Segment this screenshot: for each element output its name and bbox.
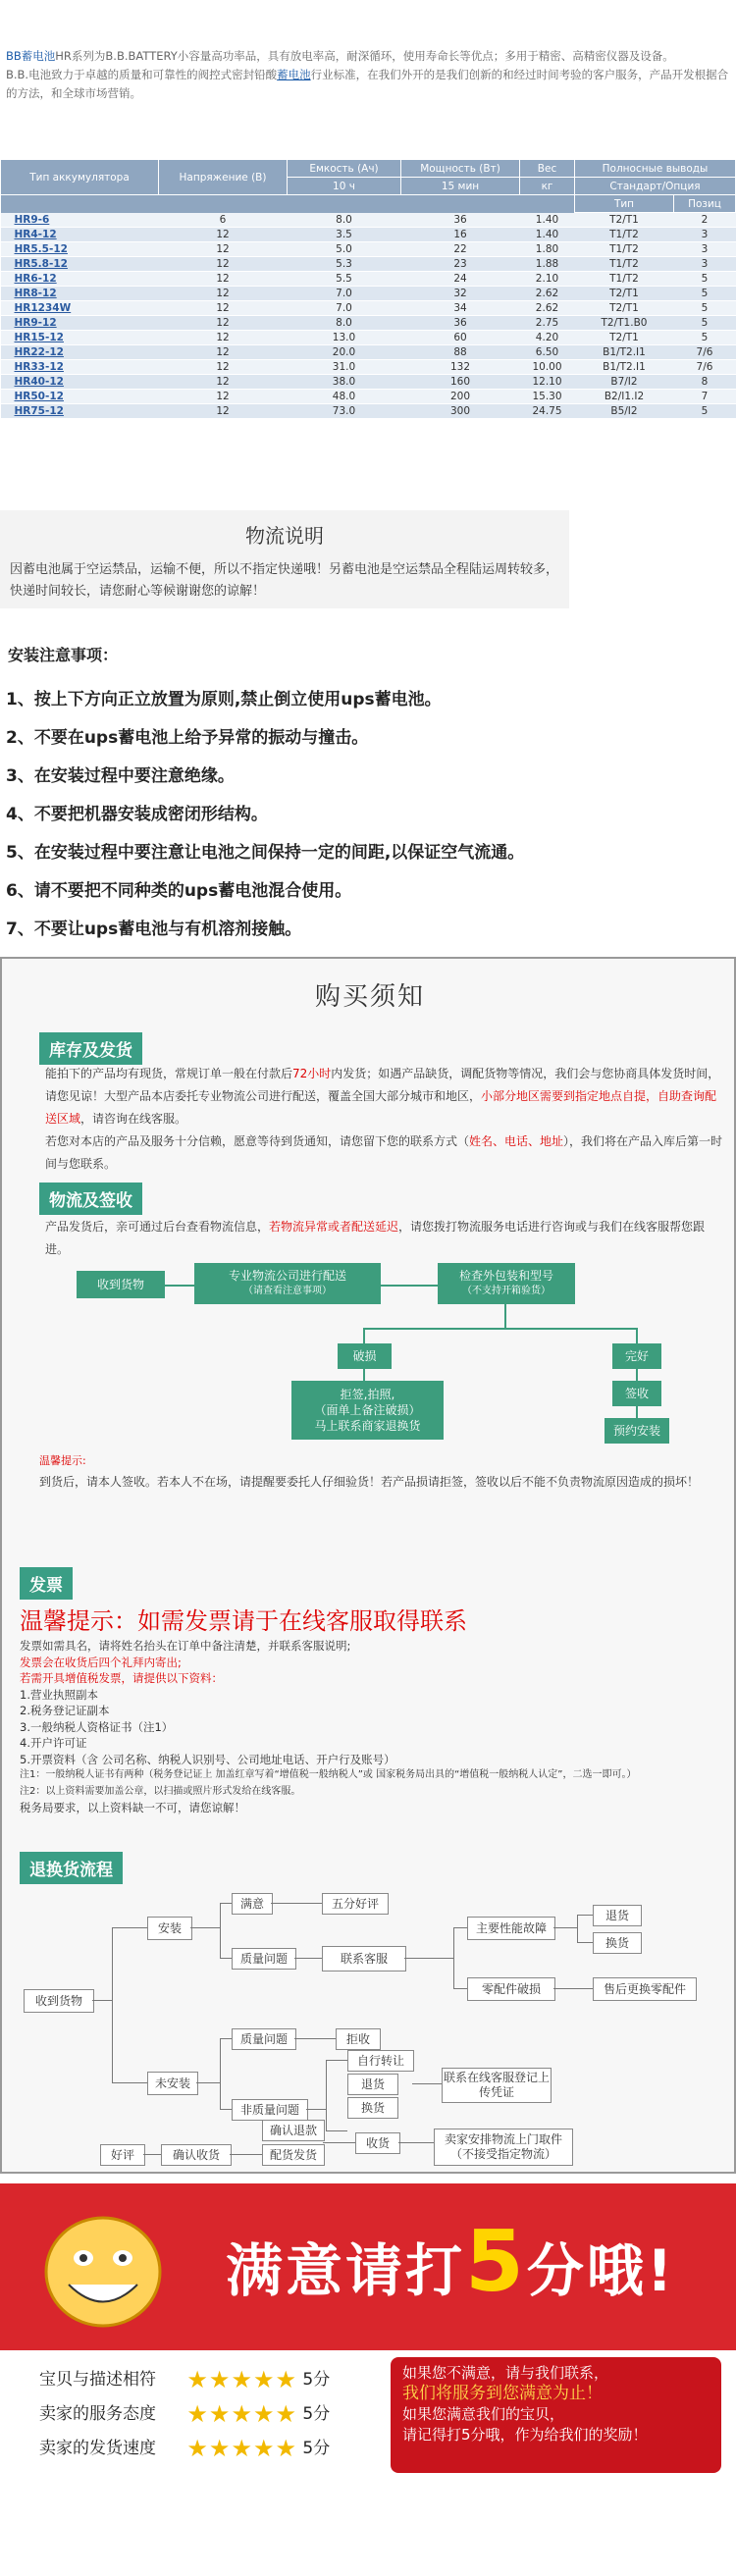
table-cell: 7/6: [674, 345, 736, 360]
table-cell: 12.10: [520, 375, 575, 390]
rate-row-description: [39, 2365, 330, 2393]
table-cell: T1/T2: [575, 228, 674, 242]
flow-arrow: [636, 1406, 638, 1418]
table-cell: 12: [159, 257, 288, 272]
th-model: Тип аккумулятора: [1, 160, 159, 195]
rate-score: 5分: [302, 2439, 331, 2458]
table-cell: 5: [674, 404, 736, 419]
rf-return: 退货: [593, 1905, 642, 1926]
model-link[interactable]: HR15-12: [1, 331, 159, 345]
th-pos: Позиц: [674, 195, 736, 213]
table-cell: 12: [159, 301, 288, 316]
install-item: 5、在安装过程中要注意让电池之间保持一定的间距,以保证空气流通。: [6, 843, 525, 863]
th-power-sub: 15 мин: [401, 178, 520, 195]
table-cell: 5: [674, 316, 736, 331]
th-weight: Вес: [520, 160, 575, 178]
table-row: [1, 316, 736, 331]
intro-line-2: [6, 66, 730, 103]
th-terminal-sub: [575, 178, 736, 195]
table-cell: 12: [159, 390, 288, 404]
rate-score: 5分: [302, 2370, 331, 2390]
th-weight-sub: кг: [520, 178, 575, 195]
invoice-headline: 温馨提示：如需发票请于在线客服取得联系: [20, 1607, 467, 1635]
flow-damaged: 破损: [338, 1343, 392, 1369]
card-line: 请记得打5分哦，作为给我们的奖励！: [402, 2426, 648, 2444]
table-cell: 12: [159, 360, 288, 375]
table-cell: 12: [159, 272, 288, 287]
rf-satisfied: 满意: [232, 1893, 273, 1915]
table-cell: T2/T1: [575, 301, 674, 316]
install-item: 7、不要让ups蓄电池与有机溶剂接触。: [6, 920, 302, 939]
table-cell: 3: [674, 242, 736, 257]
rating-card: [391, 2357, 721, 2473]
table-cell: 20.0: [288, 345, 401, 360]
table-cell: 6.50: [520, 345, 575, 360]
table-cell: 36: [401, 213, 520, 228]
model-link[interactable]: HR22-12: [1, 345, 159, 360]
rf-five-star: 五分好评: [322, 1893, 389, 1915]
rf-return-2: 退货: [347, 2074, 398, 2095]
model-link[interactable]: HR5.8-12: [1, 257, 159, 272]
table-cell: T2/T1: [575, 213, 674, 228]
rf-confirm-refund: 确认退款: [262, 2120, 325, 2141]
battery-link[interactable]: 蓄电池: [277, 68, 311, 81]
warm-label: 温馨提示:: [39, 1454, 86, 1467]
table-row: [1, 404, 736, 419]
rf-not-installed: 未安装: [147, 2072, 198, 2095]
table-cell: 34: [401, 301, 520, 316]
flow-reject: 拒签,拍照, （面单上备注破损） 马上联系商家退换货: [291, 1381, 444, 1440]
table-cell: 2: [674, 213, 736, 228]
flow-arrow: [636, 1328, 638, 1343]
model-link[interactable]: HR50-12: [1, 390, 159, 404]
model-link[interactable]: HR33-12: [1, 360, 159, 375]
table-cell: 1.80: [520, 242, 575, 257]
table-cell: 36: [401, 316, 520, 331]
flow-good: 完好: [612, 1343, 661, 1369]
rf-quality-2: 质量问题: [232, 2028, 296, 2050]
table-cell: 24.75: [520, 404, 575, 419]
th-type: Тип: [575, 195, 674, 213]
logistics-body: 因蓄电池属于空运禁品，运输不便，所以不指定快递哦！另蓄电池是空运禁品全程陆运周转较多，快递时间较长，请您耐心等候谢谢您的谅解！: [10, 562, 559, 599]
table-cell: 7/6: [674, 360, 736, 375]
table-cell: 200: [401, 390, 520, 404]
flow-inspect: 检查外包装和型号 （不支持开箱验货）: [438, 1263, 575, 1304]
table-row: [1, 287, 736, 301]
table-cell: 160: [401, 375, 520, 390]
table-cell: 60: [401, 331, 520, 345]
rf-part-damage: 零配件破损: [467, 1977, 555, 2001]
rate-label: 宝贝与描述相符: [39, 2370, 156, 2390]
invoice-tag: 发票: [20, 1567, 73, 1600]
card-line: 我们将服务到您满意为止！: [402, 2384, 603, 2403]
model-link[interactable]: HR8-12: [1, 287, 159, 301]
rf-seller-pickup: 卖家安排物流上门取件 （不接受指定物流）: [434, 2129, 573, 2166]
table-cell: 5: [674, 272, 736, 287]
table-cell: 12: [159, 287, 288, 301]
table-cell: 300: [401, 404, 520, 419]
stock-text: 能拍下的产品均有现货，常规订单一般在付款后72小时内发货；如遇产品缺货，调配货物等情况，我们会与您协商具体发货时间，请您见谅！大型产品本店委托专业物流公司进行配送，覆盖全国大部分城市和地区，小部分地区需要到指定地点自提，自助查询配送区域，请咨询在线客服。 若您对本店的产品及服务十分信赖，愿意等待到货通知，请您留下您的联系方式（姓名、电话、地址），我们将在产品入库后第一时间与您联系。: [45, 1067, 723, 1171]
rf-ship-exchange: 配货发货: [262, 2144, 325, 2166]
table-cell: 12: [159, 375, 288, 390]
spec-table-body: [1, 213, 736, 419]
table-cell: 5.0: [288, 242, 401, 257]
table-cell: 10.00: [520, 360, 575, 375]
table-cell: 31.0: [288, 360, 401, 375]
th-power: Мощность (Вт): [401, 160, 520, 178]
table-cell: 12: [159, 242, 288, 257]
rate-score: 5分: [302, 2404, 331, 2424]
rf-received: 收货: [355, 2132, 400, 2154]
table-row: [1, 301, 736, 316]
table-cell: 1.40: [520, 228, 575, 242]
table-cell: 3.5: [288, 228, 401, 242]
table-cell: 12: [159, 331, 288, 345]
table-cell: 1.88: [520, 257, 575, 272]
table-row: [1, 213, 736, 228]
table-cell: 8.0: [288, 316, 401, 331]
table-cell: B2/I1.I2: [575, 390, 674, 404]
install-item: 4、不要把机器安装成密闭形结构。: [6, 805, 268, 824]
rf-non-quality: 非质量问题: [232, 2099, 308, 2121]
table-row: [1, 390, 736, 404]
model-link[interactable]: HR9-6: [1, 213, 159, 228]
th-capacity-sub: 10 ч: [288, 178, 401, 195]
model-link[interactable]: HR5.5-12: [1, 242, 159, 257]
table-cell: 5.3: [288, 257, 401, 272]
rf-receive: 收到货物: [24, 1989, 94, 2013]
rating-headline: 满意请打5分哦!: [226, 2213, 676, 2311]
brand-link[interactable]: BB蓄电池: [6, 49, 56, 63]
spec-table: [0, 159, 736, 419]
install-heading: 安装注意事项：: [8, 646, 119, 664]
table-row: [1, 272, 736, 287]
model-link[interactable]: HR40-12: [1, 375, 159, 390]
rf-main-fault: 主要性能故障: [467, 1917, 555, 1940]
table-cell: 12: [159, 228, 288, 242]
star-icon: ★★★★★: [186, 2435, 297, 2462]
table-cell: 2.10: [520, 272, 575, 287]
table-cell: 13.0: [288, 331, 401, 345]
table-cell: T1/T2: [575, 242, 674, 257]
star-icon: ★★★★★: [186, 2400, 297, 2428]
table-cell: 4.20: [520, 331, 575, 345]
intro-text-1: HR系列为B.B.BATTERY小容量高功率品，具有放电率高，耐深循环，使用寿命长等优点；多用于精密、高精密仪器及设备。: [55, 49, 674, 63]
install-item: 2、不要在ups蓄电池上给予异常的振动与撞击。: [6, 728, 369, 748]
model-link[interactable]: HR4-12: [1, 228, 159, 242]
flow-sign: 签收: [612, 1381, 661, 1406]
flow-arrow: [504, 1304, 506, 1328]
model-link[interactable]: HR1234W: [1, 301, 159, 316]
intro-text-2a: B.B.电池致力于卓越的质量和可靠性的阀控式密封铅酸: [6, 68, 278, 81]
table-cell: 7.0: [288, 301, 401, 316]
table-cell: 48.0: [288, 390, 401, 404]
rf-quality: 质量问题: [232, 1948, 296, 1970]
rf-installed: 安装: [147, 1917, 192, 1940]
delivery-tag: 物流及签收: [39, 1183, 142, 1215]
table-cell: 8: [674, 375, 736, 390]
table-cell: 6: [159, 213, 288, 228]
flow-receive: 收到货物: [77, 1271, 165, 1298]
rating-banner: [0, 2183, 736, 2350]
card-line: 如果您不满意，请与我们联系，: [402, 2364, 609, 2382]
th-capacity: Емкость (Ач): [288, 160, 401, 178]
purchase-notice: [0, 957, 736, 2174]
product-intro: [0, 0, 736, 157]
table-cell: 22: [401, 242, 520, 257]
table-cell: 12: [159, 345, 288, 360]
table-cell: B5/I2: [575, 404, 674, 419]
table-cell: 2.62: [520, 287, 575, 301]
returns-tag: 退换货流程: [20, 1852, 123, 1884]
table-row: [1, 331, 736, 345]
table-cell: 3: [674, 228, 736, 242]
table-cell: 5: [674, 287, 736, 301]
returns-flowchart: [2, 1891, 734, 2146]
th-voltage: Напряжение (В): [159, 160, 288, 195]
install-notes: [0, 643, 736, 953]
flow-arrow: [363, 1328, 365, 1343]
table-row: [1, 228, 736, 242]
table-cell: 5: [674, 331, 736, 345]
logistics-title: 物流说明: [245, 524, 324, 548]
flow-company: 专业物流公司进行配送 （请查看注意事项）: [194, 1263, 381, 1304]
flow-arrow: [363, 1328, 636, 1330]
table-cell: 88: [401, 345, 520, 360]
table-cell: T1/T2: [575, 257, 674, 272]
table-cell: T2/T1: [575, 331, 674, 345]
table-cell: B1/T2.I1: [575, 345, 674, 360]
table-cell: 12: [159, 316, 288, 331]
install-item: 6、请不要把不同种类的ups蓄电池混合使用。: [6, 881, 352, 901]
stock-tag: 库存及发货: [39, 1032, 142, 1065]
delivery-text: 产品发货后，亲可通过后台查看物流信息，若物流异常或者配送延迟，请您拨打物流服务电话进行咨询或与我们在线客服帮您跟进。: [45, 1220, 706, 1256]
invoice-text: 发票如需具名，请将姓名抬头在订单中备注清楚，并联系客服说明; 发票会在收货后四个礼拜内寄出; 若需开具增值税发票，请提供以下资料： 1.营业执照副本 2.税务登记证副本 3.一般纳税人资格证书（注1） 4.开户许可证 5.开票资料（含 公司名称、纳税人识别号、公司地址电话、开户行及账号） 注1：一般纳税人证书有两种（税务登记证上 加盖红章写着“增值税一般纳税人”或 国家税务局出具的“增值税一般纳税人认定”，二选一即可。） 注2：以上资料需要加盖公章，以扫描或照片形式发给在线客服。 税务局要求，以上资料缺一不可，请您谅解！: [20, 1639, 637, 1814]
model-link[interactable]: HR6-12: [1, 272, 159, 287]
model-link[interactable]: HR9-12: [1, 316, 159, 331]
table-cell: 7.0: [288, 287, 401, 301]
table-cell: 1.40: [520, 213, 575, 228]
table-row: [1, 257, 736, 272]
table-row: [1, 345, 736, 360]
intro-line-1: [6, 47, 730, 66]
rf-service: 联系客服: [322, 1946, 406, 1971]
smiley-icon: [29, 2201, 177, 2339]
flow-arrow: [381, 1285, 438, 1287]
flow-arrow: [636, 1369, 638, 1381]
table-cell: 23: [401, 257, 520, 272]
th-terminal: Полносные выводы: [575, 160, 736, 178]
table-cell: 2.75: [520, 316, 575, 331]
table-cell: 3: [674, 257, 736, 272]
flow-arrow: [363, 1369, 365, 1381]
table-cell: 16: [401, 228, 520, 242]
flow-arrow: [165, 1285, 194, 1287]
table-cell: T2/T1: [575, 287, 674, 301]
rf-exchange: 换货: [593, 1932, 642, 1954]
rate-label: 卖家的发货速度: [39, 2439, 156, 2458]
table-row: [1, 360, 736, 375]
table-cell: 12: [159, 404, 288, 419]
table-cell: 24: [401, 272, 520, 287]
table-cell: B7/I2: [575, 375, 674, 390]
table-cell: 15.30: [520, 390, 575, 404]
table-cell: 32: [401, 287, 520, 301]
rate-row-shipping: [39, 2434, 330, 2462]
warm-text: 到货后，请本人签收。若本人不在场，请提醒要委托人仔细验货！若产品损请拒签，签收以后不能不负责物流原因造成的损坏！: [39, 1475, 700, 1489]
table-cell: 73.0: [288, 404, 401, 419]
rf-after-sale: 售后更换零配件: [593, 1977, 697, 2001]
table-cell: 7: [674, 390, 736, 404]
rf-confirm-receipt: 确认收货: [161, 2144, 232, 2166]
th-terminal-std: Стандарт/Опция: [609, 180, 701, 192]
star-icon: ★★★★★: [186, 2366, 297, 2393]
rate-label: 卖家的服务态度: [39, 2404, 156, 2424]
table-cell: 5.5: [288, 272, 401, 287]
table-cell: T2/T1.B0: [575, 316, 674, 331]
rf-contact-reg: 联系在线客服登记上传凭证: [442, 2068, 552, 2103]
card-line: 如果您满意我们的宝贝，: [402, 2405, 565, 2423]
table-cell: 8.0: [288, 213, 401, 228]
rf-refuse: 拒收: [336, 2028, 381, 2050]
rf-good-review: 好评: [100, 2144, 145, 2166]
table-cell: 2.62: [520, 301, 575, 316]
table-cell: 38.0: [288, 375, 401, 390]
table-cell: 132: [401, 360, 520, 375]
table-row: [1, 242, 736, 257]
intro-text-2b: 行业标准，在我们外开的是我们创新的和经过时间考验的客户服务，产品开发根据合的方法，和全球市场营销。: [6, 68, 729, 100]
logistics-panel: [0, 510, 569, 608]
table-row: [1, 375, 736, 390]
rf-exchange-2: 换货: [347, 2097, 398, 2119]
rf-self-return: 自行转让: [347, 2050, 414, 2072]
table-cell: 5: [674, 301, 736, 316]
install-item: 1、按上下方向正立放置为原则,禁止倒立使用ups蓄电池。: [6, 690, 442, 710]
table-cell: T1/T2: [575, 272, 674, 287]
model-link[interactable]: HR75-12: [1, 404, 159, 419]
notice-title: 购买须知: [314, 982, 425, 1012]
install-item: 3、在安装过程中要注意绝缘。: [6, 766, 235, 786]
rate-row-service: [39, 2399, 330, 2428]
flow-install: 预约安装: [605, 1418, 669, 1444]
table-cell: B1/T2.I1: [575, 360, 674, 375]
